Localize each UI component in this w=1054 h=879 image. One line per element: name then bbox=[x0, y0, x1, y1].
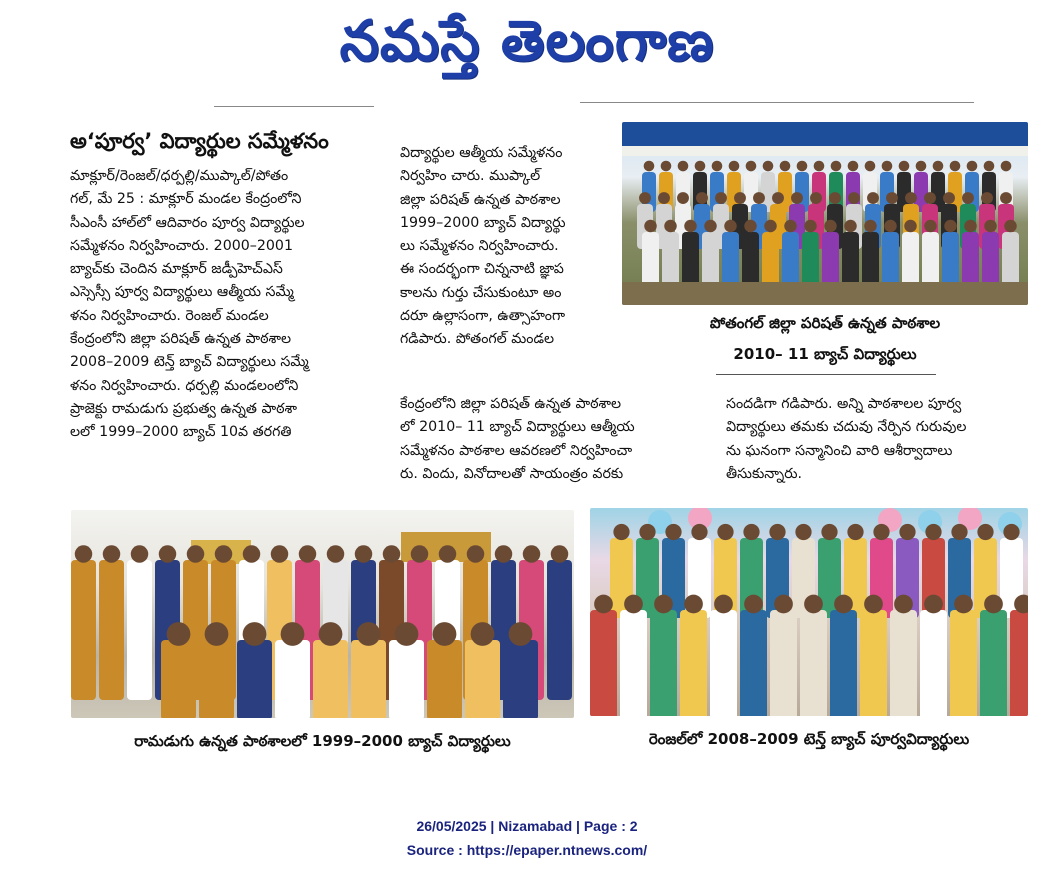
person-head bbox=[829, 192, 841, 204]
person-body bbox=[389, 640, 424, 718]
caption-photo3: రెంజల్‌లో 2008–2009 టెన్త్ బ్యాచ్ పూర్వవిద్యార్థులు bbox=[648, 730, 970, 748]
person-head bbox=[944, 220, 957, 233]
person-head bbox=[943, 192, 955, 204]
person-body bbox=[503, 640, 538, 718]
caption-photo2: రామడుగు ఉన్నత పాఠశాలలో 1999–2000 బ్యాచ్ విద్యార్థులు bbox=[134, 732, 511, 750]
article-line: సమ్మేళనం నిర్వహించారు. 2000–2001 bbox=[70, 237, 293, 254]
person-body bbox=[950, 610, 977, 716]
person-head bbox=[319, 622, 343, 646]
person-head bbox=[665, 524, 681, 540]
person-body bbox=[740, 610, 767, 716]
person-body bbox=[710, 610, 737, 716]
caption-photo1-line2: 2010– 11 బ్యాచ్ విద్యార్థులు bbox=[733, 345, 917, 363]
article-line: విద్యార్థుల ఆత్మీయ సమ్మేళనం bbox=[400, 145, 563, 161]
person-head bbox=[357, 622, 381, 646]
person-head bbox=[684, 595, 703, 614]
person-head bbox=[804, 220, 817, 233]
person-head bbox=[933, 161, 944, 172]
person-head bbox=[159, 545, 177, 563]
person-head bbox=[678, 161, 689, 172]
person-head bbox=[684, 220, 697, 233]
article-line: గడిపారు. పోతంగల్ మండల bbox=[400, 331, 555, 348]
article-line: 1999–2000 బ్యాచ్ విద్యార్థు bbox=[400, 214, 566, 231]
person-head bbox=[795, 524, 811, 540]
person-head bbox=[1000, 192, 1012, 204]
person-head bbox=[714, 595, 733, 614]
person-body bbox=[782, 232, 799, 290]
person-head bbox=[624, 595, 643, 614]
person-head bbox=[271, 545, 289, 563]
person-head bbox=[824, 220, 837, 233]
photo-pothangal-group bbox=[622, 122, 1028, 305]
article-line: లలో 1999–2000 బ్యాచ్ 10వ తరగతి bbox=[70, 424, 292, 441]
article-line: 2008–2009 టెన్త్ బ్యాచ్ విద్యార్థులు సమ్మే bbox=[70, 354, 309, 371]
person-head bbox=[243, 622, 267, 646]
masthead-title: నమస్తే తెలంగాణ bbox=[339, 9, 715, 74]
person-head bbox=[865, 161, 876, 172]
person-head bbox=[904, 220, 917, 233]
person-head bbox=[644, 220, 657, 233]
person-head bbox=[916, 161, 927, 172]
person-body bbox=[237, 640, 272, 718]
person-head bbox=[964, 220, 977, 233]
person-head bbox=[215, 545, 233, 563]
person-head bbox=[729, 161, 740, 172]
person-head bbox=[383, 545, 401, 563]
person-head bbox=[664, 220, 677, 233]
person-head bbox=[746, 161, 757, 172]
person-head bbox=[950, 161, 961, 172]
person-head bbox=[899, 161, 910, 172]
person-body bbox=[882, 232, 899, 290]
person-body bbox=[942, 232, 959, 290]
person-body bbox=[71, 560, 96, 700]
person-body bbox=[922, 232, 939, 290]
person-head bbox=[831, 161, 842, 172]
person-head bbox=[925, 524, 941, 540]
article-line: లు సమ్మేళనం నిర్వహించారు. bbox=[400, 238, 559, 255]
person-body bbox=[722, 232, 739, 290]
person-head bbox=[814, 161, 825, 172]
person-head bbox=[509, 622, 533, 646]
person-head bbox=[594, 595, 613, 614]
person-head bbox=[523, 545, 541, 563]
person-head bbox=[131, 545, 149, 563]
article-line: రు. విందు, వినోదాలతో సాయంత్రం వరకు bbox=[400, 465, 624, 482]
person-head bbox=[847, 524, 863, 540]
person-head bbox=[103, 545, 121, 563]
person-body bbox=[662, 232, 679, 290]
person-head bbox=[433, 622, 457, 646]
caption-photo1-line1: పోతంగల్ జిల్లా పరిషత్ ఉన్నత పాఠశాల bbox=[709, 314, 941, 332]
person-head bbox=[734, 192, 746, 204]
person-body bbox=[682, 232, 699, 290]
article-column-2 bbox=[400, 142, 612, 352]
person-head bbox=[967, 161, 978, 172]
person-head bbox=[167, 622, 191, 646]
person-head bbox=[962, 192, 974, 204]
person-head bbox=[774, 595, 793, 614]
person-head bbox=[797, 161, 808, 172]
article-line: గల్, మే 25 : మాక్లూర్ మండల కేంద్రంలోని bbox=[70, 191, 302, 208]
article-line: తీసుకున్నారు. bbox=[726, 465, 803, 482]
person-head bbox=[704, 220, 717, 233]
person-head bbox=[905, 192, 917, 204]
article-line: సందడిగా గడిపారు. అన్ని పాఠశాలల పూర్వ bbox=[726, 396, 962, 412]
person-head bbox=[439, 545, 457, 563]
person-head bbox=[187, 545, 205, 563]
person-body bbox=[547, 560, 572, 700]
person-body bbox=[860, 610, 887, 716]
person-body bbox=[620, 610, 647, 716]
person-head bbox=[724, 220, 737, 233]
article-line: దరూ ఉల్లాసంగా, ఉత్సాహంగా bbox=[400, 308, 566, 325]
person-head bbox=[882, 161, 893, 172]
person-head bbox=[784, 220, 797, 233]
person-body bbox=[962, 232, 979, 290]
person-head bbox=[984, 220, 997, 233]
person-head bbox=[495, 545, 513, 563]
rule-right bbox=[580, 102, 974, 103]
footer-date-edition: 26/05/2025 | Nizamabad | Page : 2 bbox=[416, 818, 638, 834]
article-line: నిర్వహిం చారు. ముప్కాల్ bbox=[400, 168, 541, 185]
person-head bbox=[769, 524, 785, 540]
person-body bbox=[1002, 232, 1019, 290]
person-head bbox=[355, 545, 373, 563]
person-head bbox=[654, 595, 673, 614]
person-body bbox=[313, 640, 348, 718]
person-head bbox=[411, 545, 429, 563]
person-body bbox=[465, 640, 500, 718]
person-head bbox=[951, 524, 967, 540]
person-head bbox=[981, 192, 993, 204]
person-head bbox=[744, 220, 757, 233]
person-body bbox=[802, 232, 819, 290]
person-head bbox=[864, 595, 883, 614]
person-head bbox=[715, 192, 727, 204]
person-body bbox=[920, 610, 947, 716]
person-head bbox=[886, 192, 898, 204]
person-head bbox=[471, 622, 495, 646]
article-column-1 bbox=[70, 165, 380, 445]
person-head bbox=[977, 524, 993, 540]
article-headline: అ‘పూర్వ’ విద్యార్థుల సమ్మేళనం bbox=[70, 129, 329, 153]
person-head bbox=[744, 595, 763, 614]
person-head bbox=[639, 192, 651, 204]
person-head bbox=[281, 622, 305, 646]
person-head bbox=[780, 161, 791, 172]
person-body bbox=[742, 232, 759, 290]
article-line: ళనం నిర్వహించారు. ధర్పల్లి మండలంలోని bbox=[70, 377, 299, 394]
person-head bbox=[75, 545, 93, 563]
person-head bbox=[834, 595, 853, 614]
person-head bbox=[984, 161, 995, 172]
article-line: ప్రాజెక్టు రామడుగు ప్రభుత్వ ఉన్నత పాఠశా bbox=[70, 400, 297, 417]
photo-renjal-illustration bbox=[590, 508, 1028, 716]
person-body bbox=[427, 640, 462, 718]
person-head bbox=[661, 161, 672, 172]
article-line: ఈ సందర్భంగా చిన్ననాటి జ్ఞాప bbox=[400, 261, 564, 278]
person-head bbox=[551, 545, 569, 563]
person-body bbox=[842, 232, 859, 290]
person-body bbox=[902, 232, 919, 290]
person-body bbox=[642, 232, 659, 290]
person-head bbox=[984, 595, 1003, 614]
person-head bbox=[205, 622, 229, 646]
article-line: ళనం నిర్వహించారు. రెంజల్ మండల bbox=[70, 307, 269, 324]
person-head bbox=[867, 192, 879, 204]
person-head bbox=[613, 524, 629, 540]
person-body bbox=[822, 232, 839, 290]
article-line: కేంద్రంలోని జిల్లా పరిషత్ ఉన్నత పాఠశాల bbox=[400, 396, 622, 412]
person-head bbox=[894, 595, 913, 614]
person-body bbox=[982, 232, 999, 290]
person-head bbox=[791, 192, 803, 204]
person-body bbox=[650, 610, 677, 716]
person-body bbox=[127, 560, 152, 700]
person-body bbox=[275, 640, 310, 718]
person-head bbox=[924, 220, 937, 233]
person-head bbox=[864, 220, 877, 233]
person-head bbox=[696, 192, 708, 204]
article-line: ఎస్సెస్సీ పూర్వ విద్యార్థులు ఆత్మీయ సమ్మే bbox=[70, 284, 294, 301]
person-head bbox=[717, 524, 733, 540]
person-head bbox=[1004, 220, 1017, 233]
person-head bbox=[924, 595, 943, 614]
person-head bbox=[467, 545, 485, 563]
person-body bbox=[980, 610, 1007, 716]
article-line: కేంద్రంలోని జిల్లా పరిషత్ ఉన్నత పాఠశాల bbox=[70, 331, 292, 348]
article-line: కాలను గుర్తు చేసుకుంటూ అం bbox=[400, 284, 562, 301]
person-head bbox=[299, 545, 317, 563]
person-head bbox=[873, 524, 889, 540]
person-body bbox=[1010, 610, 1028, 716]
person-head bbox=[804, 595, 823, 614]
person-head bbox=[639, 524, 655, 540]
person-body bbox=[762, 232, 779, 290]
person-body bbox=[351, 640, 386, 718]
person-body bbox=[590, 610, 617, 716]
article-column-2-continued bbox=[400, 393, 705, 486]
person-head bbox=[712, 161, 723, 172]
person-body bbox=[161, 640, 196, 718]
person-body bbox=[770, 610, 797, 716]
article-line: సీఎంసీ హాల్‌లో ఆదివారం పూర్వ విద్యార్థుల bbox=[70, 214, 305, 231]
person-head bbox=[677, 192, 689, 204]
person-head bbox=[763, 161, 774, 172]
person-head bbox=[753, 192, 765, 204]
person-head bbox=[810, 192, 822, 204]
article-line: సమ్మేళనం పాఠశాల ఆవరణలో నిర్వహించా bbox=[400, 442, 633, 459]
person-head bbox=[1001, 161, 1012, 172]
person-head bbox=[743, 524, 759, 540]
photo-ramadugu-group bbox=[71, 510, 574, 718]
article-column-3 bbox=[726, 393, 1032, 486]
person-body bbox=[862, 232, 879, 290]
footer-source: Source : https://epaper.ntnews.com/ bbox=[406, 842, 648, 858]
person-head bbox=[844, 220, 857, 233]
person-head bbox=[848, 192, 860, 204]
person-body bbox=[830, 610, 857, 716]
person-head bbox=[848, 161, 859, 172]
rule-left bbox=[214, 106, 374, 107]
person-head bbox=[658, 192, 670, 204]
person-head bbox=[691, 524, 707, 540]
person-head bbox=[695, 161, 706, 172]
article-line: లో 2010– 11 బ్యాచ్ విద్యార్థులు ఆత్మీయ bbox=[400, 419, 635, 436]
person-head bbox=[772, 192, 784, 204]
article-line: విద్యార్థులు తమకు చదువు నేర్పిన గురువుల bbox=[726, 419, 967, 436]
photo-renjal-group bbox=[590, 508, 1028, 716]
person-body bbox=[702, 232, 719, 290]
article-line: బ్యాచ్‌కు చెందిన మాక్లూర్ జడ్పీహెచ్‌ఎస్ bbox=[70, 261, 283, 278]
person-head bbox=[884, 220, 897, 233]
person-body bbox=[99, 560, 124, 700]
photo-pothangal-illustration bbox=[622, 122, 1028, 305]
person-body bbox=[680, 610, 707, 716]
person-head bbox=[954, 595, 973, 614]
article-line: ను ఘనంగా సన్మానించి వారి ఆశీర్వాదాలు bbox=[726, 442, 953, 459]
person-head bbox=[764, 220, 777, 233]
person-body bbox=[890, 610, 917, 716]
person-head bbox=[1003, 524, 1019, 540]
person-head bbox=[243, 545, 261, 563]
person-head bbox=[327, 545, 345, 563]
person-head bbox=[924, 192, 936, 204]
rule-caption1 bbox=[716, 374, 936, 375]
person-body bbox=[199, 640, 234, 718]
person-body bbox=[800, 610, 827, 716]
person-head bbox=[821, 524, 837, 540]
person-head bbox=[899, 524, 915, 540]
person-head bbox=[395, 622, 419, 646]
person-head bbox=[644, 161, 655, 172]
article-line: మాక్లూర్/రెంజల్/ధర్పల్లి/ముప్కాల్/పోతం bbox=[70, 168, 289, 184]
photo-ramadugu-illustration bbox=[71, 510, 574, 718]
article-line: జిల్లా పరిషత్ ఉన్నత పాఠశాల bbox=[400, 191, 561, 208]
